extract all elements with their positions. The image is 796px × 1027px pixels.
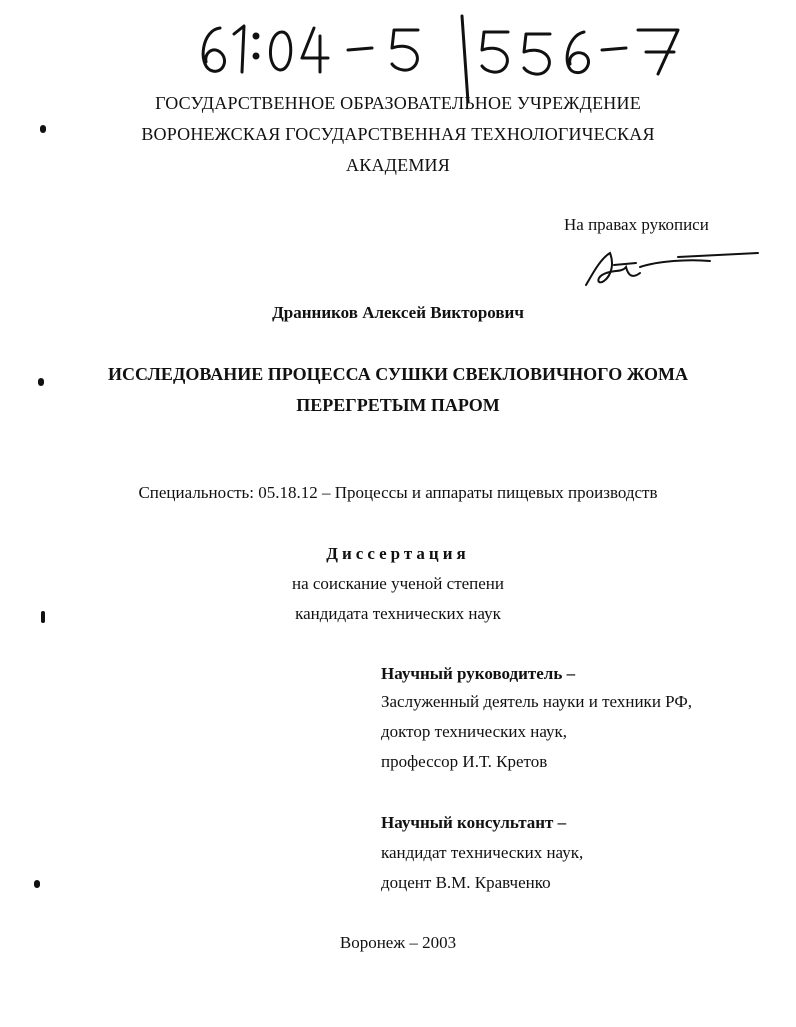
consultant-line-2: доцент В.М. Кравченко xyxy=(381,873,551,892)
consultant-line-1: кандидат технических наук, xyxy=(381,843,584,862)
supervisor-line-2: доктор технических наук, xyxy=(381,722,568,741)
supervisor-label: Научный руководитель – xyxy=(381,664,576,683)
institution-line-2: ВОРОНЕЖСКАЯ ГОСУДАРСТВЕННАЯ ТЕХНОЛОГИЧЕСКАЯ xyxy=(141,124,655,144)
dissertation-heading: Диссертация xyxy=(326,544,470,563)
signature xyxy=(578,245,763,295)
scan-mark xyxy=(34,880,40,888)
specialty: Специальность: 05.18.12 – Процессы и аппараты пищевых производств xyxy=(138,483,658,502)
thesis-title-line-2: ПЕРЕГРЕТЫМ ПАРОМ xyxy=(296,395,500,415)
scan-mark xyxy=(38,378,44,386)
author-name: Дранников Алексей Викторович xyxy=(272,303,524,322)
consultant-label: Научный консультант – xyxy=(381,813,567,832)
supervisor-line-3: профессор И.Т. Кретов xyxy=(381,752,548,771)
dissertation-degree-line-2: кандидата технических наук xyxy=(295,604,501,623)
scan-mark xyxy=(41,611,45,623)
dissertation-degree-line-1: на соискание ученой степени xyxy=(291,574,505,593)
city-year: Воронеж – 2003 xyxy=(339,933,457,952)
institution-line-1: ГОСУДАРСТВЕННОЕ ОБРАЗОВАТЕЛЬНОЕ УЧРЕЖДЕНИЕ xyxy=(155,93,641,113)
supervisor-line-1: Заслуженный деятель науки и техники РФ, xyxy=(381,692,693,711)
scan-mark xyxy=(40,125,46,133)
signature-drawing xyxy=(578,245,763,295)
institution-line-3: АКАДЕМИЯ xyxy=(346,155,450,175)
thesis-title-line-1: ИССЛЕДОВАНИЕ ПРОЦЕССА СУШКИ СВЕКЛОВИЧНОГО ЖОМА xyxy=(107,364,689,384)
manuscript-rights: На правах рукописи xyxy=(564,215,709,234)
